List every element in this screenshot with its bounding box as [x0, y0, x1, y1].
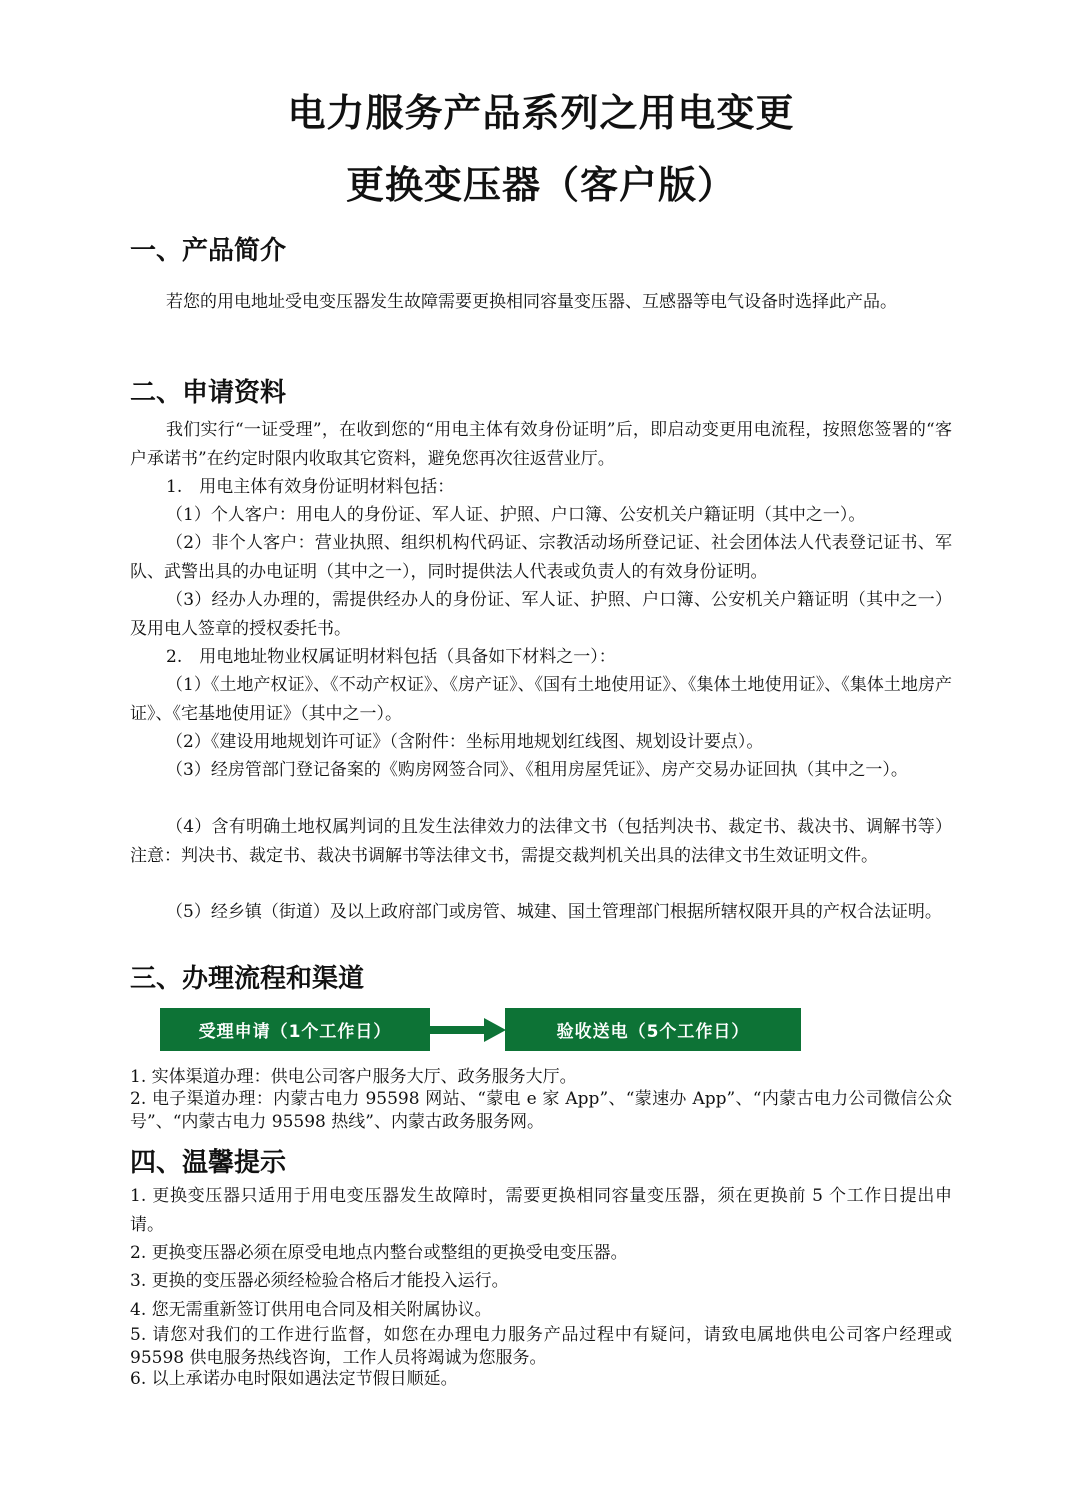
process-step-1: 受理申请（1个工作日） — [160, 1008, 430, 1051]
item-2-b: （2）《建设用地规划许可证》（含附件：坐标用地规划红线图、规划设计要点）。 — [166, 732, 764, 752]
tip-1: 1. 更换变压器只适用于用电变压器发生故障时，需要更换相同容量变压器，须在更换前 5 个工作日提出申请。 — [130, 1186, 952, 1235]
item-2-d: （4）含有明确土地权属判词的且发生法律效力的法律文书（包括判决书、裁定书、裁决书、调解书等）注意：判决书、裁定书、裁决书调解书等法律文书，需提交裁判机关出具的法律文书生效证明文件。 — [130, 817, 952, 866]
tip-6: 6. 以上承诺办电时限如遇法定节假日顺延。 — [130, 1369, 458, 1389]
item-1-a: （1）个人客户：用电人的身份证、军人证、护照、户口簿、公安机关户籍证明（其中之一）。 — [166, 505, 866, 525]
process-arrow-icon — [430, 1018, 506, 1042]
title-line-1: 电力服务产品系列之用电变更 — [287, 91, 795, 135]
channel-2: 2. 电子渠道办理：内蒙古电力 95598 网站、“蒙电 e 家 App”、“蒙速办 App”、“内蒙古电力公司微信公众号”、“内蒙古电力 95598 热线”、内蒙古政务服务网。 — [130, 1089, 952, 1132]
title-line-2: 更换变压器（客户版） — [345, 163, 736, 207]
item-2: 2. 用电地址物业权属证明材料包括（具备如下材料之一）： — [166, 647, 616, 667]
section-1-heading: 一、产品简介 — [130, 236, 287, 266]
section-4-heading: 四、温馨提示 — [130, 1148, 287, 1178]
item-2-a: （1）《土地产权证》、《不动产权证》、《房产证》、《国有土地使用证》、《集体土地使用证》、《集体土地房产证》、《宅基地使用证》（其中之一）。 — [130, 675, 952, 724]
section-2-heading: 二、申请资料 — [130, 378, 287, 408]
item-2-e: （5）经乡镇（街道）及以上政府部门或房管、城建、国土管理部门根据所辖权限开具的产权合法证明。 — [166, 902, 942, 922]
section-2-intro: 我们实行“一证受理”，在收到您的“用电主体有效身份证明”后，即启动变更用电流程，按照您签署的“客户承诺书”在约定时限内收取其它资料，避免您再次往返营业厅。 — [130, 420, 952, 469]
tip-5: 5. 请您对我们的工作进行监督，如您在办理电力服务产品过程中有疑问，请致电属地供电公司客户经理或 95598 供电服务热线咨询，工作人员将竭诚为您服务。 — [130, 1325, 952, 1368]
tip-4: 4. 您无需重新签订供用电合同及相关附属协议。 — [130, 1300, 492, 1320]
tip-2: 2. 更换变压器必须在原受电地点内整台或整组的更换受电变压器。 — [130, 1243, 628, 1263]
channel-1: 1. 实体渠道办理：供电公司客户服务大厅、政务服务大厅。 — [130, 1067, 577, 1087]
item-1-c: （3）经办人办理的，需提供经办人的身份证、军人证、护照、户口簿、公安机关户籍证明（其中之一）及用电人签章的授权委托书。 — [130, 590, 952, 639]
section-1-body: 若您的用电地址受电变压器发生故障需要更换相同容量变压器、互感器等电气设备时选择此产品。 — [166, 292, 897, 312]
process-step-2: 验收送电（5个工作日） — [505, 1008, 801, 1051]
item-2-c: （3）经房管部门登记备案的《购房网签合同》、《租用房屋凭证》、房产交易办证回执（其中之一）。 — [166, 760, 908, 780]
section-3-heading: 三、办理流程和渠道 — [130, 964, 365, 994]
tip-3: 3. 更换的变压器必须经检验合格后才能投入运行。 — [130, 1271, 509, 1291]
item-1: 1. 用电主体有效身份证明材料包括： — [166, 477, 455, 497]
item-1-b: （2）非个人客户：营业执照、组织机构代码证、宗教活动场所登记证、社会团体法人代表登记证书、军队、武警出具的办电证明（其中之一），同时提供法人代表或负责人的有效身份证明。 — [130, 533, 952, 582]
